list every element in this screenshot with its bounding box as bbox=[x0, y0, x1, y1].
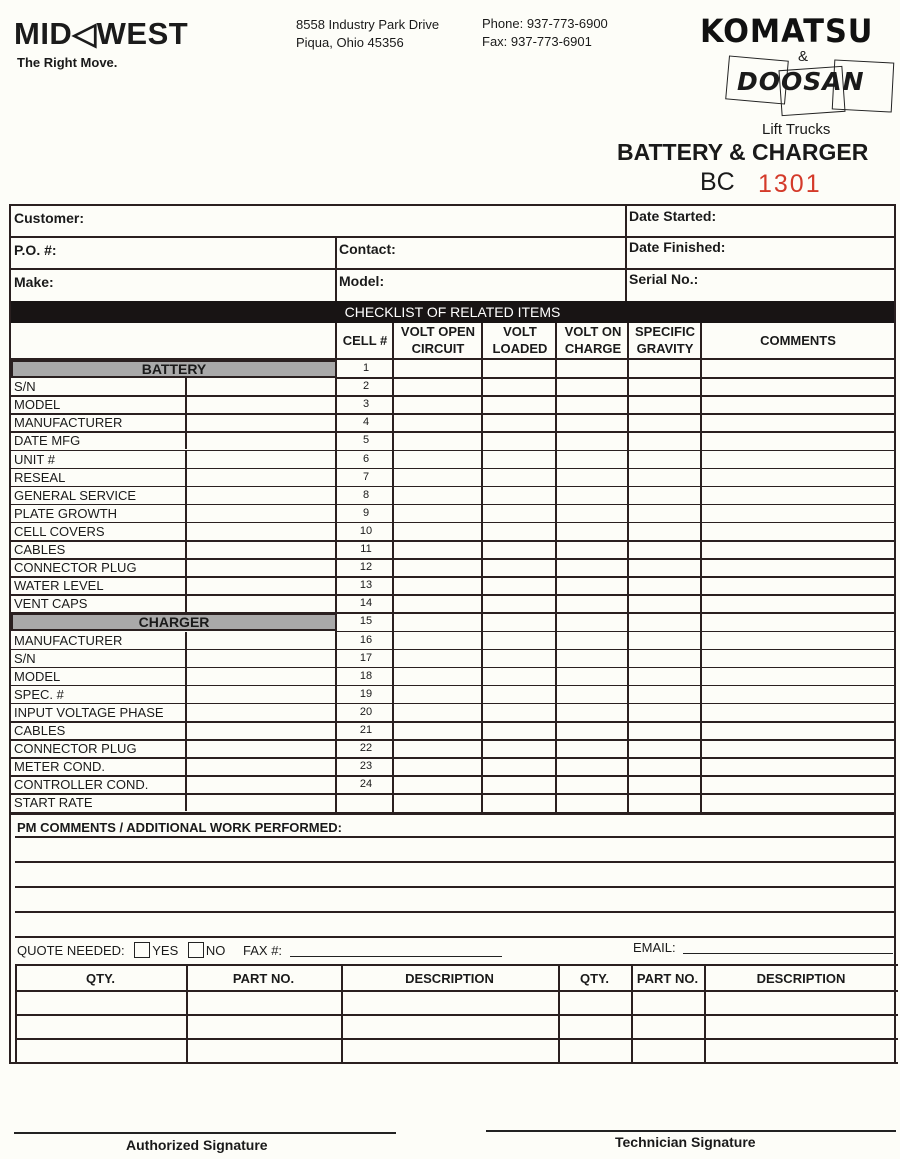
battery-item-label: PLATE GROWTH bbox=[14, 505, 118, 521]
parts-cell[interactable] bbox=[188, 992, 340, 1013]
parts-cell[interactable] bbox=[633, 1040, 703, 1061]
yes-checkbox[interactable] bbox=[134, 942, 150, 958]
parts-cell[interactable] bbox=[343, 992, 557, 1013]
battery-item-value[interactable] bbox=[185, 396, 335, 413]
row-divider bbox=[335, 703, 894, 705]
charger-item-label: INPUT VOLTAGE PHASE bbox=[14, 704, 164, 720]
charger-item-label: CONNECTOR PLUG bbox=[14, 741, 137, 757]
parts-column-header: DESCRIPTION bbox=[405, 971, 494, 986]
parts-column-header: QTY. bbox=[86, 971, 115, 986]
cell-number: 24 bbox=[359, 778, 373, 791]
cell-number: 3 bbox=[362, 398, 370, 411]
header-line: VOLT bbox=[503, 324, 537, 339]
battery-item-value[interactable] bbox=[185, 469, 335, 486]
charger-item-value[interactable] bbox=[185, 704, 335, 721]
charger-section-heading: CHARGER bbox=[11, 613, 337, 631]
parts-cell[interactable] bbox=[17, 992, 185, 1013]
parts-cell[interactable] bbox=[706, 1016, 897, 1037]
row-divider bbox=[335, 631, 894, 633]
row-divider bbox=[335, 739, 894, 741]
yes-label: YES bbox=[152, 943, 179, 958]
header-line: GRAVITY bbox=[636, 341, 694, 356]
row-divider bbox=[335, 450, 894, 452]
battery-item-label: UNIT # bbox=[14, 451, 55, 467]
technician-signature-label: Technician Signature bbox=[615, 1134, 756, 1150]
parts-cell[interactable] bbox=[343, 1040, 557, 1061]
row-divider bbox=[335, 757, 894, 759]
cell-number: 12 bbox=[359, 561, 373, 574]
charger-item-label: METER COND. bbox=[14, 759, 105, 775]
battery-item-label: GENERAL SERVICE bbox=[14, 487, 137, 503]
row-divider bbox=[335, 395, 894, 397]
battery-item-value[interactable] bbox=[185, 505, 335, 522]
column-header-comments: COMMENTS bbox=[760, 333, 836, 348]
battery-item-label: MODEL bbox=[14, 397, 61, 413]
address-line-2: Piqua, Ohio 45356 bbox=[296, 35, 404, 50]
divider bbox=[335, 236, 337, 301]
divider bbox=[11, 268, 894, 270]
po-field[interactable]: P.O. #: bbox=[14, 242, 57, 258]
komatsu-logo: KOMATSU bbox=[700, 12, 874, 50]
battery-item-value[interactable] bbox=[185, 523, 335, 540]
parts-cell[interactable] bbox=[560, 992, 630, 1013]
battery-item-label: CONNECTOR PLUG bbox=[14, 560, 137, 576]
row-divider bbox=[335, 594, 894, 596]
comment-line[interactable] bbox=[15, 936, 894, 938]
row-divider bbox=[335, 522, 894, 524]
company-logo: MID◁WEST bbox=[14, 16, 189, 51]
battery-item-value[interactable] bbox=[185, 487, 335, 504]
service-form bbox=[9, 204, 896, 1064]
row-divider bbox=[335, 667, 894, 669]
battery-item-label: VENT CAPS bbox=[14, 596, 88, 612]
comment-line[interactable] bbox=[15, 836, 894, 838]
battery-item-value[interactable] bbox=[185, 595, 335, 612]
charger-item-value[interactable] bbox=[185, 686, 335, 703]
battery-section-heading: BATTERY bbox=[11, 360, 337, 378]
row-divider bbox=[335, 793, 894, 795]
authorized-signature-line[interactable] bbox=[14, 1132, 396, 1134]
brand-ampersand: & bbox=[798, 48, 809, 65]
charger-item-label: CABLES bbox=[14, 723, 66, 738]
divider bbox=[625, 206, 627, 301]
date-finished-field[interactable]: Date Finished: bbox=[629, 239, 726, 255]
customer-field[interactable]: Customer: bbox=[14, 210, 85, 226]
no-label: NO bbox=[205, 943, 226, 958]
technician-signature-line[interactable] bbox=[486, 1130, 896, 1132]
parts-column-header: QTY. bbox=[580, 971, 609, 986]
column-header-cell: CELL # bbox=[342, 333, 388, 348]
cell-number: 19 bbox=[359, 687, 373, 700]
cell-number: 2 bbox=[362, 380, 370, 393]
battery-item-value[interactable] bbox=[185, 559, 335, 576]
parts-cell[interactable] bbox=[560, 1040, 630, 1061]
header-line: VOLT OPEN bbox=[400, 324, 476, 339]
comment-line[interactable] bbox=[15, 911, 894, 913]
header-line: SPECIFIC bbox=[635, 324, 695, 339]
checklist-title: CHECKLIST OF RELATED ITEMS bbox=[11, 301, 894, 323]
cell-number: 22 bbox=[359, 742, 373, 755]
charger-item-label: SPEC. # bbox=[14, 686, 64, 702]
parts-cell[interactable] bbox=[633, 1016, 703, 1037]
divider bbox=[11, 813, 894, 815]
brand-subtitle: Lift Trucks bbox=[762, 121, 831, 138]
column-header-specific-gravity bbox=[629, 323, 701, 357]
charger-item-label: START RATE bbox=[14, 795, 93, 811]
header-line: LOADED bbox=[492, 341, 548, 356]
cell-number: 21 bbox=[359, 724, 373, 736]
form-prefix: BC bbox=[700, 168, 735, 196]
row-divider bbox=[335, 431, 894, 433]
charger-item-label: S/N bbox=[14, 650, 36, 666]
column-header-volt-open-circuit bbox=[394, 323, 482, 357]
battery-item-label: WATER LEVEL bbox=[14, 578, 104, 594]
battery-item-value[interactable] bbox=[185, 577, 335, 594]
serial-field[interactable]: Serial No.: bbox=[629, 271, 699, 287]
cell-number: 1 bbox=[362, 362, 370, 374]
parts-column-header: PART NO. bbox=[636, 971, 699, 986]
cell-number: 8 bbox=[362, 488, 370, 501]
parts-cell[interactable] bbox=[188, 1040, 340, 1061]
row-divider bbox=[335, 413, 894, 415]
email-row bbox=[633, 940, 893, 955]
charger-item-label: CONTROLLER COND. bbox=[14, 777, 149, 793]
battery-item-value[interactable] bbox=[185, 378, 335, 395]
charger-item-value[interactable] bbox=[185, 668, 335, 685]
battery-item-label: S/N bbox=[14, 379, 36, 395]
charger-item-value[interactable] bbox=[185, 722, 335, 739]
battery-item-label: DATE MFG bbox=[14, 433, 81, 449]
doosan-logo: DOOSAN bbox=[737, 67, 865, 96]
parts-cell[interactable] bbox=[343, 1016, 557, 1037]
row-divider bbox=[335, 377, 894, 379]
cell-number: 18 bbox=[359, 669, 373, 682]
row-divider bbox=[335, 504, 894, 506]
cell-number: 23 bbox=[359, 760, 373, 773]
charger-item-value[interactable] bbox=[185, 776, 335, 793]
parts-cell[interactable] bbox=[633, 992, 703, 1013]
row-divider bbox=[335, 612, 894, 614]
charger-item-value[interactable] bbox=[185, 740, 335, 757]
email-input[interactable] bbox=[683, 953, 893, 954]
header-line: CHARGE bbox=[564, 341, 622, 356]
date-started-field[interactable]: Date Started: bbox=[629, 208, 717, 224]
company-tagline: The Right Move. bbox=[17, 55, 118, 70]
cell-number: 16 bbox=[359, 633, 373, 646]
cell-number: 6 bbox=[362, 452, 370, 465]
column-header-volt-loaded bbox=[484, 323, 556, 357]
parts-column-header: PART NO. bbox=[232, 971, 295, 986]
cell-number: 15 bbox=[359, 615, 373, 628]
row-divider bbox=[335, 468, 894, 470]
battery-item-label: CELL COVERS bbox=[14, 523, 105, 539]
header-line: CIRCUIT bbox=[411, 341, 465, 356]
fax-label: FAX #: bbox=[243, 943, 283, 958]
cell-number: 14 bbox=[359, 597, 373, 610]
parts-cell[interactable] bbox=[17, 1016, 185, 1037]
row-divider bbox=[335, 685, 894, 687]
contact-field[interactable]: Contact: bbox=[339, 241, 396, 257]
company-contact bbox=[482, 15, 608, 51]
charger-item-label: MODEL bbox=[14, 668, 61, 684]
cell-number: 4 bbox=[362, 416, 370, 429]
cell-number: 20 bbox=[359, 705, 373, 718]
row-divider bbox=[335, 775, 894, 777]
divider bbox=[11, 236, 894, 238]
charger-item-value[interactable] bbox=[185, 794, 335, 811]
parts-column-header: DESCRIPTION bbox=[756, 971, 846, 986]
row-divider bbox=[335, 558, 894, 560]
row-divider bbox=[335, 486, 894, 488]
charger-item-value[interactable] bbox=[185, 758, 335, 775]
parts-cell[interactable] bbox=[560, 1016, 630, 1037]
row-divider bbox=[335, 576, 894, 578]
battery-item-label: RESEAL bbox=[14, 469, 66, 485]
charger-item-label: MANUFACTURER bbox=[14, 632, 123, 648]
no-checkbox[interactable] bbox=[188, 942, 204, 958]
battery-item-value[interactable] bbox=[185, 414, 335, 431]
battery-item-label: CABLES bbox=[14, 542, 66, 557]
pm-comments-label: PM COMMENTS / ADDITIONAL WORK PERFORMED: bbox=[17, 820, 342, 835]
comment-line[interactable] bbox=[15, 886, 894, 888]
email-label: EMAIL: bbox=[633, 940, 676, 955]
quote-row bbox=[17, 942, 502, 958]
quote-needed-label: QUOTE NEEDED: bbox=[17, 943, 125, 958]
address-line-1: 8558 Industry Park Drive bbox=[296, 17, 440, 32]
row-divider bbox=[335, 721, 894, 723]
column-header-volt-on-charge bbox=[557, 323, 629, 357]
phone-number: Phone: 937-773-6900 bbox=[482, 16, 608, 31]
battery-item-value[interactable] bbox=[185, 541, 335, 558]
company-address bbox=[296, 16, 439, 52]
row-divider bbox=[335, 540, 894, 542]
cell-number: 11 bbox=[360, 543, 372, 555]
model-field[interactable]: Model: bbox=[339, 273, 385, 289]
cell-number: 9 bbox=[362, 506, 370, 519]
charger-item-value[interactable] bbox=[185, 650, 335, 667]
form-number: 1301 bbox=[758, 170, 822, 198]
header-line: VOLT ON bbox=[564, 324, 622, 339]
form-title: BATTERY & CHARGER bbox=[617, 139, 869, 165]
make-field[interactable]: Make: bbox=[14, 274, 54, 290]
divider bbox=[15, 964, 898, 966]
charger-item-value[interactable] bbox=[185, 632, 335, 649]
cell-number: 17 bbox=[359, 651, 373, 664]
battery-item-label: MANUFACTURER bbox=[14, 415, 123, 431]
parts-cell[interactable] bbox=[706, 992, 897, 1013]
parts-cell[interactable] bbox=[706, 1040, 897, 1061]
cell-number: 5 bbox=[362, 434, 370, 447]
cell-number: 10 bbox=[359, 524, 373, 537]
battery-item-value[interactable] bbox=[185, 451, 335, 468]
parts-cell[interactable] bbox=[188, 1016, 340, 1037]
authorized-signature-label: Authorized Signature bbox=[126, 1137, 268, 1153]
fax-number: Fax: 937-773-6901 bbox=[482, 34, 592, 49]
row-divider bbox=[15, 1062, 898, 1064]
battery-item-value[interactable] bbox=[185, 432, 335, 449]
comment-line[interactable] bbox=[15, 861, 894, 863]
row-divider bbox=[335, 649, 894, 651]
fax-input[interactable] bbox=[290, 956, 502, 957]
cell-number: 13 bbox=[359, 579, 373, 592]
cell-number: 7 bbox=[362, 470, 370, 483]
parts-cell[interactable] bbox=[17, 1040, 185, 1061]
